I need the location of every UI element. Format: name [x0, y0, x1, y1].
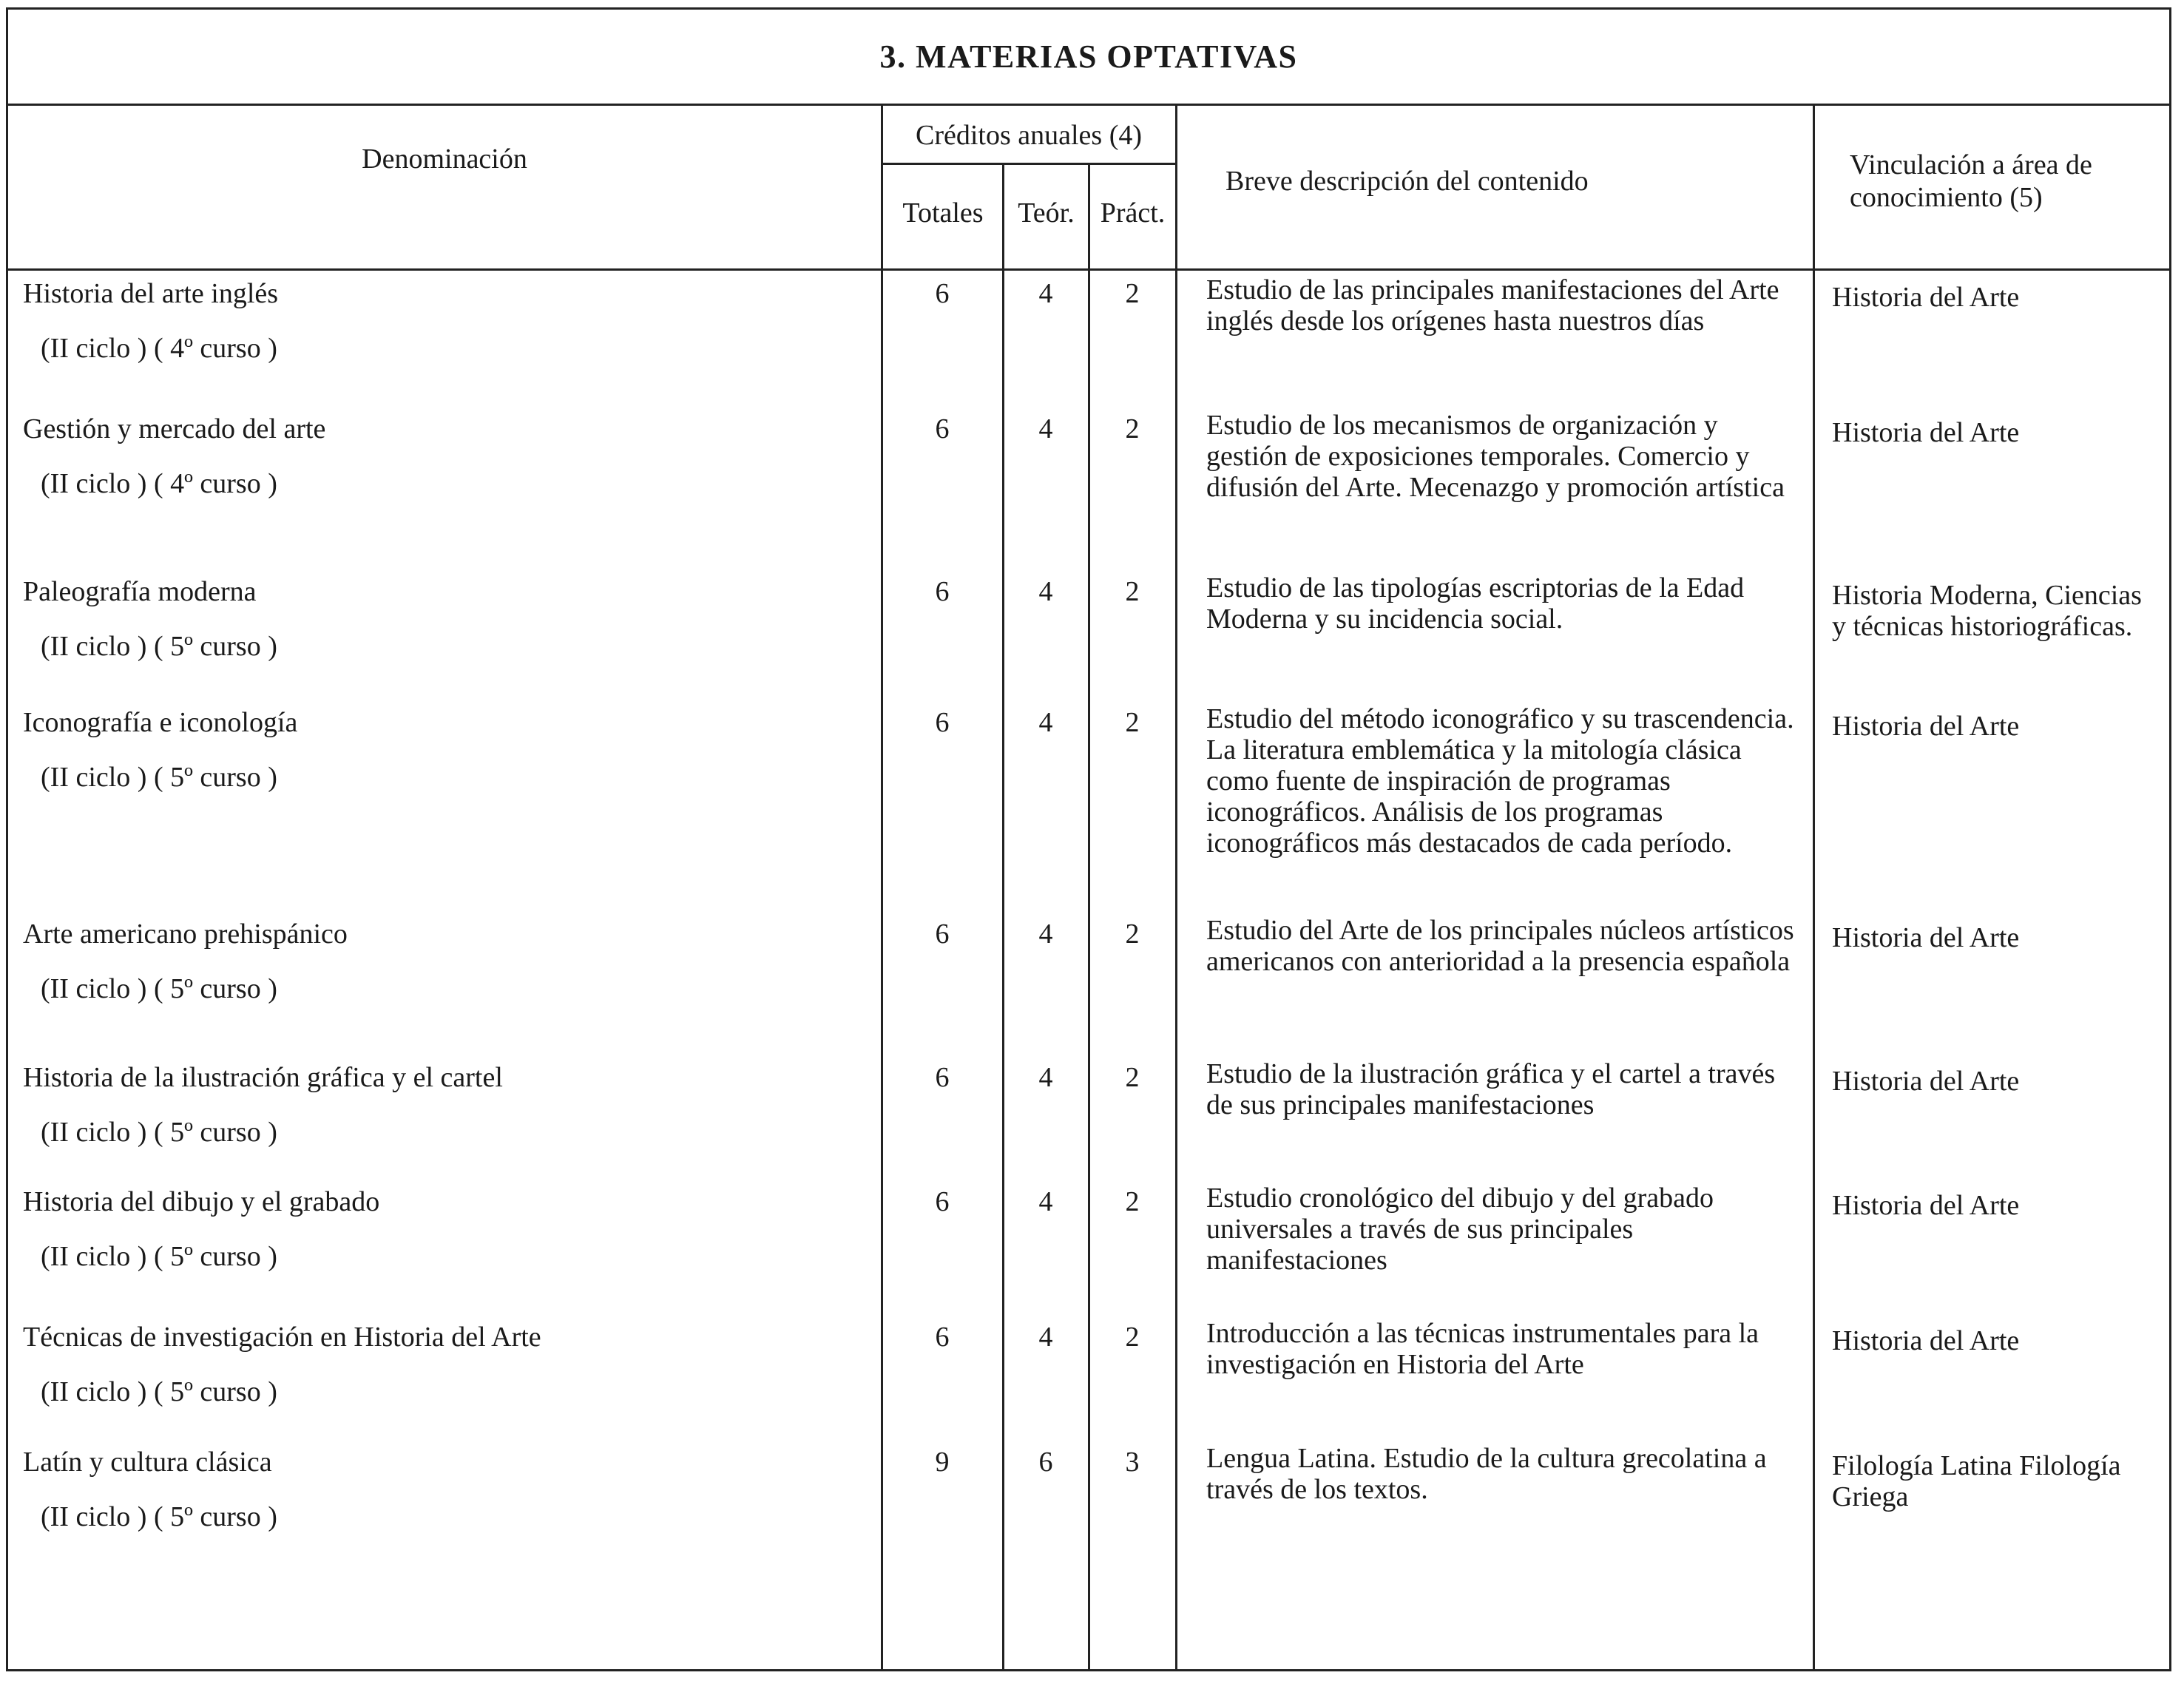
row-totales: 6 — [935, 1062, 950, 1093]
row-ciclo: (II ciclo ) ( 5º curso ) — [41, 631, 277, 662]
row-totales: 9 — [935, 1447, 950, 1478]
row-ciclo: (II ciclo ) ( 5º curso ) — [41, 1117, 277, 1148]
row-descripcion: Estudio cronológico del dibujo y del grabado universales a través de sus principales manifestaciones — [1206, 1183, 1714, 1276]
row-pract: 2 — [1125, 413, 1140, 444]
row-descripcion: Estudio de los mecanismos de organización y gestión de exposiciones temporales. Comercio y difusión del Arte. Mecenazgo y promoción artística — [1206, 410, 1785, 503]
row-ciclo: (II ciclo ) ( 5º curso ) — [41, 762, 277, 793]
row-name: Arte americano prehispánico — [23, 919, 348, 950]
header-descripcion: Breve descripción del contenido — [1225, 166, 1589, 197]
table-title-bar — [8, 10, 2169, 106]
table-title: 3. MATERIAS OPTATIVAS — [879, 38, 1298, 75]
header-vinculacion: Vinculación a área de conocimiento (5) — [1850, 149, 2092, 213]
row-teor: 4 — [1038, 1062, 1053, 1093]
row-ciclo: (II ciclo ) ( 4º curso ) — [41, 333, 277, 364]
row-teor: 4 — [1038, 278, 1053, 309]
row-area: Historia del Arte — [1832, 711, 2020, 742]
row-descripcion: Estudio de las principales manifestaciones del Arte inglés desde los orígenes hasta nuestros días — [1206, 274, 1779, 336]
col-line-5 — [1813, 106, 1815, 1669]
row-pract: 2 — [1125, 1186, 1140, 1217]
row-descripcion: Introducción a las técnicas instrumentales para la investigación en Historia del Arte — [1206, 1318, 1759, 1380]
row-totales: 6 — [935, 1322, 950, 1353]
row-descripcion: Estudio del Arte de los principales núcleos artísticos americanos con anterioridad a la presencia española — [1206, 915, 1794, 977]
row-descripcion: Estudio del método iconográfico y su trascendencia. La literatura emblemática y la mitología clásica como fuente de inspiración de programas iconográficos. Análisis de los programas iconográficos más destacados de cada período. — [1206, 703, 1794, 859]
row-descripcion: Lengua Latina. Estudio de la cultura grecolatina a través de los textos. — [1206, 1443, 1767, 1505]
row-pract: 2 — [1125, 1322, 1140, 1353]
row-teor: 4 — [1038, 707, 1053, 738]
row-totales: 6 — [935, 919, 950, 950]
credits-subheader-line — [881, 163, 1177, 165]
row-name: Historia del dibujo y el grabado — [23, 1186, 380, 1217]
document-table — [6, 7, 2171, 1671]
row-name: Gestión y mercado del arte — [23, 413, 326, 444]
header-pract: Práct. — [1100, 197, 1166, 229]
col-line-1 — [881, 106, 883, 1669]
row-area: Historia del Arte — [1832, 1190, 2020, 1221]
row-descripcion: Estudio de las tipologías escriptorias de la Edad Moderna y su incidencia social. — [1206, 572, 1745, 635]
row-descripcion: Estudio de la ilustración gráfica y el cartel a través de sus principales manifestaciones — [1206, 1058, 1776, 1120]
row-pract: 2 — [1125, 576, 1140, 607]
row-pract: 2 — [1125, 919, 1140, 950]
row-pract: 3 — [1125, 1447, 1140, 1478]
col-line-3 — [1088, 163, 1090, 1669]
row-teor: 6 — [1038, 1447, 1053, 1478]
row-area: Historia Moderna, Ciencias y técnicas historiográficas. — [1832, 580, 2142, 642]
row-name: Técnicas de investigación en Historia del Arte — [23, 1322, 541, 1353]
row-area: Historia del Arte — [1832, 1066, 2020, 1097]
row-totales: 6 — [935, 278, 950, 309]
row-totales: 6 — [935, 413, 950, 444]
row-totales: 6 — [935, 1186, 950, 1217]
row-ciclo: (II ciclo ) ( 5º curso ) — [41, 973, 277, 1004]
row-teor: 4 — [1038, 413, 1053, 444]
col-line-2 — [1002, 163, 1004, 1669]
row-pract: 2 — [1125, 278, 1140, 309]
row-totales: 6 — [935, 576, 950, 607]
row-name: Iconografía e iconología — [23, 707, 298, 738]
row-name: Historia de la ilustración gráfica y el cartel — [23, 1062, 503, 1093]
header-denominacion: Denominación — [362, 143, 527, 175]
header-creditos: Créditos anuales (4) — [915, 120, 1143, 151]
row-name: Paleografía moderna — [23, 576, 257, 607]
row-ciclo: (II ciclo ) ( 4º curso ) — [41, 468, 277, 499]
row-pract: 2 — [1125, 1062, 1140, 1093]
row-area: Historia del Arte — [1832, 417, 2020, 448]
row-area: Historia del Arte — [1832, 922, 2020, 953]
row-teor: 4 — [1038, 1186, 1053, 1217]
header-totales: Totales — [902, 197, 984, 229]
row-teor: 4 — [1038, 576, 1053, 607]
row-totales: 6 — [935, 707, 950, 738]
row-area: Historia del Arte — [1832, 282, 2020, 313]
col-line-4 — [1175, 106, 1177, 1669]
row-area: Filología Latina Filología Griega — [1832, 1450, 2121, 1512]
row-teor: 4 — [1038, 1322, 1053, 1353]
row-area: Historia del Arte — [1832, 1325, 2020, 1356]
row-name: Historia del arte inglés — [23, 278, 279, 309]
row-ciclo: (II ciclo ) ( 5º curso ) — [41, 1241, 277, 1272]
row-ciclo: (II ciclo ) ( 5º curso ) — [41, 1376, 277, 1407]
header-teor: Teór. — [1018, 197, 1075, 229]
row-teor: 4 — [1038, 919, 1053, 950]
row-name: Latín y cultura clásica — [23, 1447, 272, 1478]
row-ciclo: (II ciclo ) ( 5º curso ) — [41, 1501, 277, 1532]
row-pract: 2 — [1125, 707, 1140, 738]
